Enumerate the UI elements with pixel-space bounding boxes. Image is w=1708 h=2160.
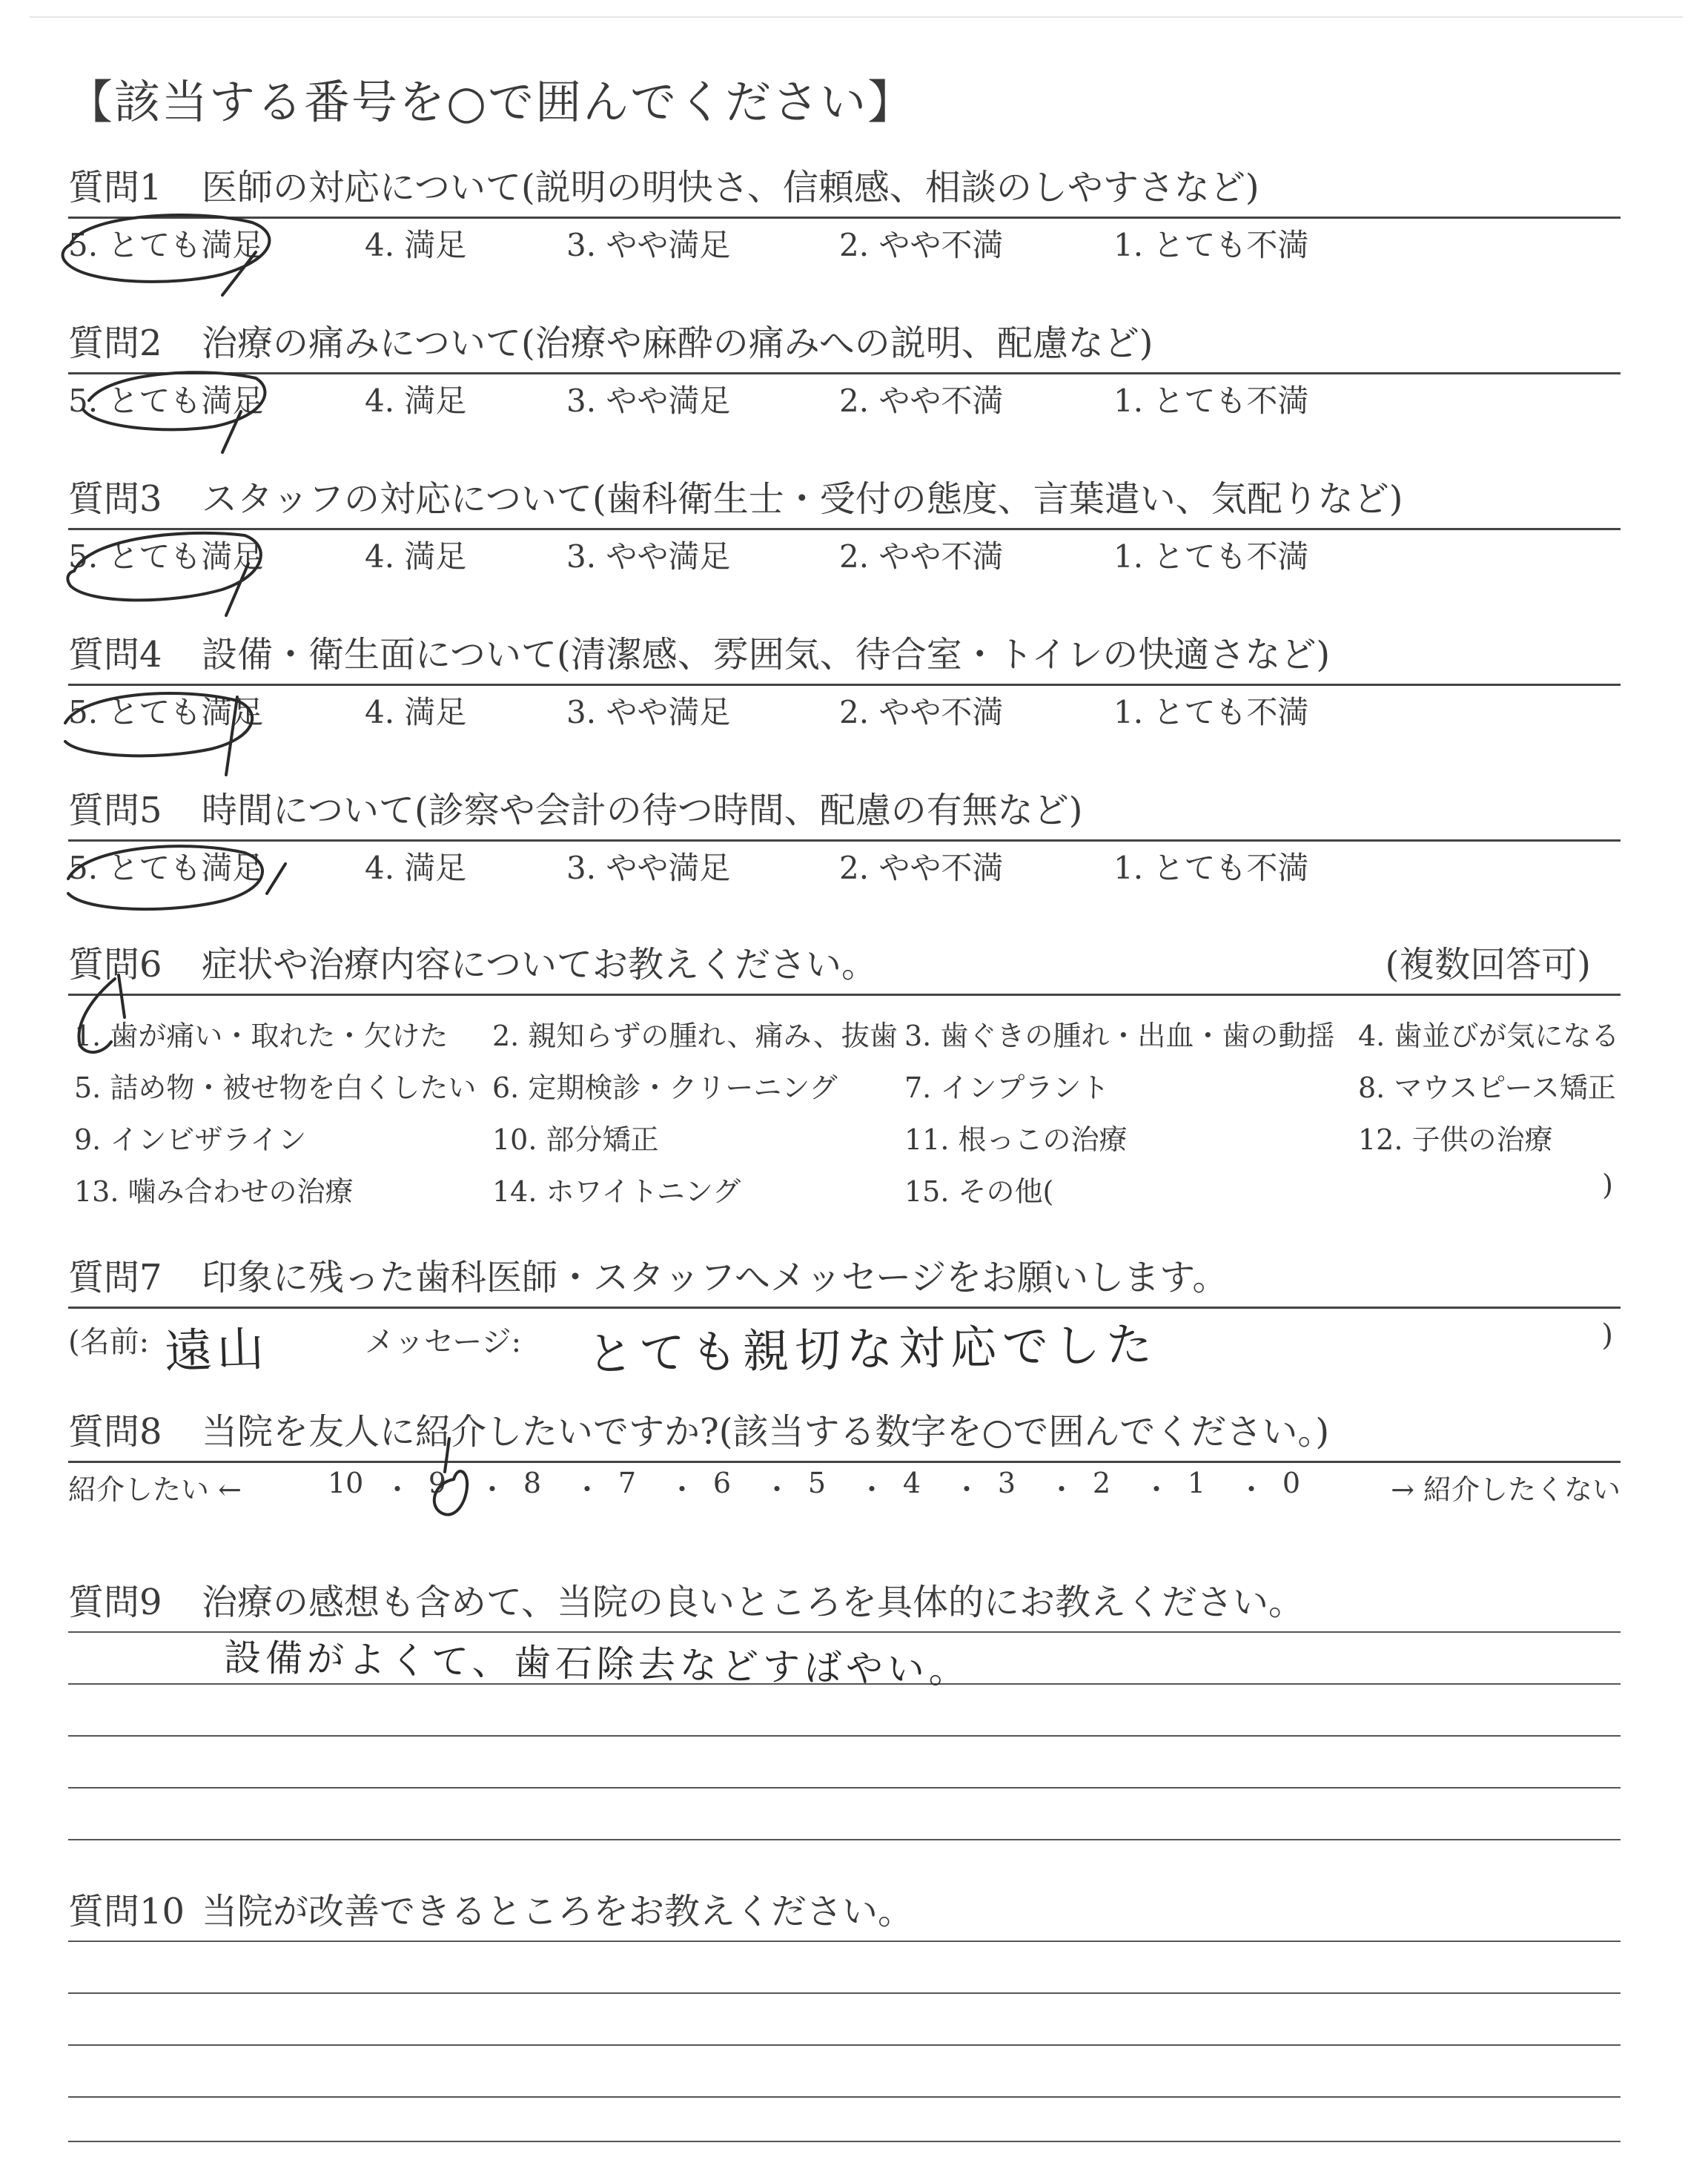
- rating-option-4[interactable]: 4. 満足: [365, 383, 467, 419]
- rating-option-4[interactable]: 4. 満足: [365, 850, 467, 886]
- scale-value[interactable]: 10: [328, 1467, 364, 1499]
- treatment-option-10[interactable]: 10. 部分矯正: [492, 1123, 659, 1156]
- rating-option-2[interactable]: 2. やや不満: [839, 850, 1004, 886]
- treatment-option-11[interactable]: 11. 根っこの治療: [904, 1123, 1128, 1156]
- scale-value[interactable]: 1: [1187, 1467, 1206, 1499]
- rating-option-5[interactable]: 5. とても満足: [68, 850, 264, 886]
- writing-line: [68, 2096, 1621, 2098]
- scale-value[interactable]: 4: [902, 1467, 921, 1499]
- rating-option-5[interactable]: 5. とても満足: [68, 383, 264, 419]
- rating-option-2[interactable]: 2. やや不満: [839, 383, 1004, 419]
- question-text: 当院が改善できるところをお教えください。: [202, 1891, 914, 1932]
- rule-line: [68, 372, 1621, 374]
- rating-option-3[interactable]: 3. やや満足: [566, 383, 731, 419]
- scale-separator: ・: [383, 1473, 412, 1506]
- handwritten-good-points[interactable]: 設備がよくて、歯石除去などすばやい。: [223, 1636, 971, 1692]
- rating-options: [68, 688, 1621, 733]
- question-text: スタッフの対応について(歯科衛生士・受付の態度、言葉遣い、気配りなど): [202, 478, 1403, 520]
- writing-line: [68, 2044, 1621, 2046]
- treatment-option-7[interactable]: 7. インプラント: [904, 1071, 1110, 1104]
- rating-option-2[interactable]: 2. やや不満: [839, 538, 1004, 575]
- scale-separator: ・: [953, 1473, 982, 1506]
- question-text: 当院を友人に紹介したいですか?(該当する数字を○で囲んでください。): [202, 1411, 1330, 1453]
- rating-option-1[interactable]: 1. とても不満: [1113, 694, 1309, 730]
- rule-line: [68, 1307, 1621, 1309]
- writing-line: [68, 1992, 1621, 1994]
- scale-value[interactable]: 5: [807, 1467, 827, 1499]
- question-text: 印象に残った歯科医師・スタッフへメッセージをお願いします。: [202, 1257, 1228, 1298]
- instruction-header: 【該当する番号を○で囲んでください】: [67, 75, 916, 129]
- question-8: [68, 1407, 1621, 1506]
- treatment-option-8[interactable]: 8. マウスピース矯正: [1358, 1071, 1616, 1104]
- other-close-paren: ): [1602, 1169, 1613, 1201]
- question-3: [68, 475, 1621, 575]
- name-label: (名前:: [68, 1325, 150, 1359]
- rating-option-1[interactable]: 1. とても不満: [1113, 538, 1309, 575]
- question-text: 症状や治療内容についてお教えください。: [202, 944, 878, 985]
- writing-line: [68, 1787, 1621, 1789]
- message-close-paren: ): [1601, 1318, 1613, 1353]
- scale-separator: ・: [858, 1473, 887, 1506]
- question-number: 質問8: [68, 1411, 162, 1453]
- rule-line: [68, 839, 1621, 842]
- top-border: [30, 16, 1683, 18]
- question-number: 質問9: [68, 1582, 162, 1623]
- question-2: [68, 319, 1621, 419]
- treatment-option-13[interactable]: 13. 噛み合わせの治療: [74, 1175, 354, 1208]
- scale-separator: ・: [668, 1473, 697, 1506]
- question-number: 質問10: [68, 1891, 185, 1932]
- scale-separator: ・: [1142, 1473, 1171, 1506]
- rating-options: [68, 532, 1621, 577]
- rating-option-4[interactable]: 4. 満足: [365, 538, 467, 575]
- treatment-option-4[interactable]: 4. 歯並びが気になる: [1358, 1020, 1620, 1052]
- writing-line: [68, 1941, 1621, 1942]
- scale-value[interactable]: 9: [428, 1467, 447, 1499]
- treatment-option-12[interactable]: 12. 子供の治療: [1358, 1123, 1553, 1156]
- question-9: [68, 1578, 1621, 1692]
- treatment-option-5[interactable]: 5. 詰め物・被せ物を白くしたい: [74, 1071, 477, 1104]
- treatment-option-1[interactable]: 1. 歯が痛い・取れた・欠けた: [74, 1020, 448, 1052]
- writing-line: [68, 2141, 1621, 2142]
- treatment-option-14[interactable]: 14. ホワイトニング: [492, 1175, 741, 1208]
- rating-options: [68, 377, 1621, 421]
- rating-option-1[interactable]: 1. とても不満: [1113, 383, 1309, 419]
- scale-separator: ・: [1237, 1473, 1266, 1506]
- rating-option-4[interactable]: 4. 満足: [365, 694, 467, 730]
- writing-line: [68, 1839, 1621, 1840]
- message-row: [68, 1312, 1621, 1381]
- question-number: 質問4: [68, 634, 162, 676]
- rating-options: [68, 221, 1621, 265]
- question-text: 時間について(診察や会計の待つ時間、配慮の有無など): [202, 790, 1083, 831]
- writing-line: [68, 1735, 1621, 1737]
- scale-separator: ・: [763, 1473, 792, 1506]
- question-text: 設備・衛生面について(清潔感、雰囲気、待合室・トイレの快適さなど): [202, 634, 1331, 676]
- scale-value[interactable]: 6: [712, 1467, 732, 1499]
- multiple-answer-note: (複数回答可): [1385, 944, 1591, 985]
- rating-option-3[interactable]: 3. やや満足: [566, 227, 731, 263]
- treatment-option-15[interactable]: 15. その他(: [904, 1175, 1054, 1208]
- scale-value[interactable]: 8: [523, 1467, 542, 1499]
- question-1: [68, 163, 1621, 263]
- rating-option-4[interactable]: 4. 満足: [365, 227, 467, 263]
- question-text: 治療の痛みについて(治療や麻酔の痛みへの説明、配慮など): [202, 323, 1153, 364]
- question-5: [68, 786, 1621, 886]
- question-number: 質問1: [68, 167, 162, 208]
- question-4: [68, 630, 1621, 730]
- handwritten-name[interactable]: 遠山: [163, 1321, 270, 1381]
- rule-line: [68, 994, 1621, 996]
- scale-value[interactable]: 7: [618, 1467, 637, 1499]
- rating-option-5[interactable]: 5. とても満足: [68, 538, 264, 575]
- rating-option-1[interactable]: 1. とても不満: [1113, 850, 1309, 886]
- rule-line: [68, 217, 1621, 219]
- rating-option-2[interactable]: 2. やや不満: [839, 694, 1004, 730]
- rating-option-1[interactable]: 1. とても不満: [1113, 227, 1309, 263]
- scale-left-label: 紹介したい ←: [68, 1473, 242, 1506]
- scale-separator: ・: [573, 1473, 602, 1506]
- scale-separator: ・: [478, 1473, 507, 1506]
- question-number: 質問7: [68, 1257, 162, 1298]
- message-label: メッセージ:: [365, 1325, 522, 1359]
- rating-option-2[interactable]: 2. やや不満: [839, 227, 1004, 263]
- handwritten-message[interactable]: とても親切な対応でした: [586, 1317, 1159, 1381]
- question-number: 質問2: [68, 323, 162, 364]
- rating-option-3[interactable]: 3. やや満足: [566, 538, 731, 575]
- scale-separator: ・: [1047, 1473, 1076, 1506]
- question-number: 質問6: [68, 944, 162, 985]
- rule-line: [68, 1461, 1621, 1463]
- question-10: [68, 1887, 1621, 1936]
- treatment-option-2[interactable]: 2. 親知らずの腫れ、痛み、抜歯: [492, 1020, 898, 1052]
- rating-option-3[interactable]: 3. やや満足: [566, 850, 731, 886]
- rating-option-3[interactable]: 3. やや満足: [566, 694, 731, 730]
- question-number: 質問5: [68, 790, 162, 831]
- rule-line: [68, 528, 1621, 530]
- treatment-option-9[interactable]: 9. インビザライン: [74, 1123, 307, 1156]
- rating-options: [68, 844, 1621, 888]
- question-number: 質問3: [68, 478, 162, 520]
- question-text: 治療の感想も含めて、当院の良いところを具体的にお教えください。: [202, 1582, 1305, 1623]
- treatment-option-6[interactable]: 6. 定期検診・クリーニング: [492, 1071, 838, 1104]
- rating-option-5[interactable]: 5. とても満足: [68, 694, 264, 730]
- question-6: [68, 940, 1621, 1208]
- rating-option-5[interactable]: 5. とても満足: [68, 227, 264, 263]
- treatment-option-3[interactable]: 3. 歯ぐきの腫れ・出血・歯の動揺: [904, 1020, 1335, 1052]
- recommend-scale: [68, 1467, 1621, 1511]
- scale-right-label: → 紹介したくない: [1391, 1473, 1621, 1506]
- scale-value[interactable]: 3: [997, 1467, 1016, 1499]
- question-text: 医師の対応について(説明の明快さ、信頼感、相談のしやすさなど): [202, 167, 1260, 208]
- scale-value[interactable]: 2: [1092, 1467, 1111, 1499]
- question-7: [68, 1253, 1621, 1381]
- scale-value[interactable]: 0: [1282, 1467, 1301, 1499]
- rule-line: [68, 684, 1621, 686]
